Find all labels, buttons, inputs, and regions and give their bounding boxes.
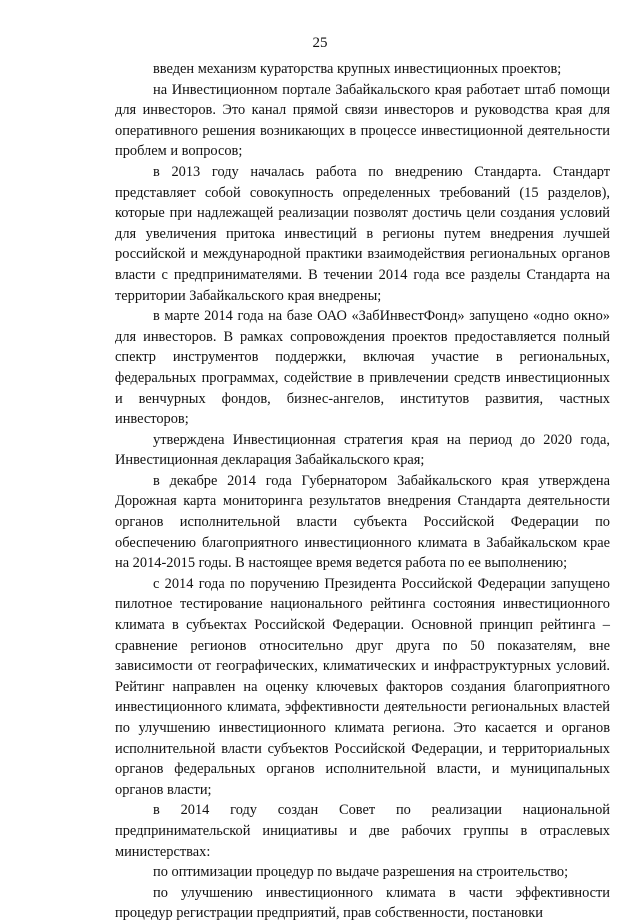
paragraph-construction-permits: по оптимизации процедур по выдаче разрешения на строительство; (153, 864, 569, 881)
page-number: 25 (312, 35, 328, 51)
body-text (115, 59, 610, 924)
paragraph-one-window: в марте 2014 года на базе ОАО «ЗабИнвестФонд» запущено «одно окно» для инвесторов. В рамках сопровождения проектов предоставляется полный спектр инструментов поддержки, включая участие в региональных, федеральных программах, содействие в привлечении средств инвестиционных и венчурных фондов, бизнес-ангелов, институтов развития, частных инвесторов; (115, 308, 610, 428)
paragraph-investor-portal: на Инвестиционном портале Забайкальского края работает штаб помощи для инвесторов. Это канал прямой связи инвесторов и руководства края для оперативного решения возникающих в процессе инвестиционной деятельности проблем и вопросов; (115, 81, 610, 160)
paragraph-strategy: утверждена Инвестиционная стратегия края на период до 2020 года, Инвестиционная декларация Забайкальского края; (115, 431, 610, 469)
paragraph-national-rating: с 2014 года по поручению Президента Российской Федерации запущено пилотное тестирование национального рейтинга состояния инвестиционного климата в субъектах Российской Федерации. Основной принцип рейтинга – сравнение регионов относительно друг друга по 50 показателям, вне зависимости от географических, климатических и инфраструктурных условий. Рейтинг направлен на оценку ключевых факторов создания благоприятного инвестиционного климата, эффективности деятельности региональных властей по улучшению инвестиционного климата региона. Это касается и органов исполнительной власти субъектов Российской Федерации, и территориальных органов федеральных органов исполнительной власти, и муниципальных органов власти; (115, 575, 610, 798)
paragraph-investment-climate: по улучшению инвестиционного климата в части эффективности процедур регистрации предприятий, прав собственности, постановки (115, 884, 610, 922)
paragraph-curatorship: введен механизм кураторства крупных инвестиционных проектов; (153, 61, 562, 77)
paragraph-roadmap: в декабре 2014 года Губернатором Забайкальского края утверждена Дорожная карта мониторинга результатов внедрения Стандарта деятельности органов исполнительной власти субъекта Российской Федерации по обеспечению благоприятного инвестиционного климата в Забайкальском крае на 2014-2015 годы. В настоящее время ведется работа по ее выполнению; (115, 472, 610, 572)
paragraph-council: в 2014 году создан Совет по реализации национальной предпринимательской инициативы и две рабочих группы в отраслевых министерствах: (115, 802, 610, 860)
paragraph-standard: в 2013 году началась работа по внедрению Стандарта. Стандарт представляет собой совокупность определенных требований (15 разделов), которые при надлежащей реализации позволят достичь цели создания условий для увеличения притока инвестиций в регионы путем внедрения лучшей российской и международной практики взаимодействия региональных органов власти с предпринимателями. В течении 2014 года все разделы Стандарта на территории Забайкальского края внедрены; (115, 163, 610, 304)
